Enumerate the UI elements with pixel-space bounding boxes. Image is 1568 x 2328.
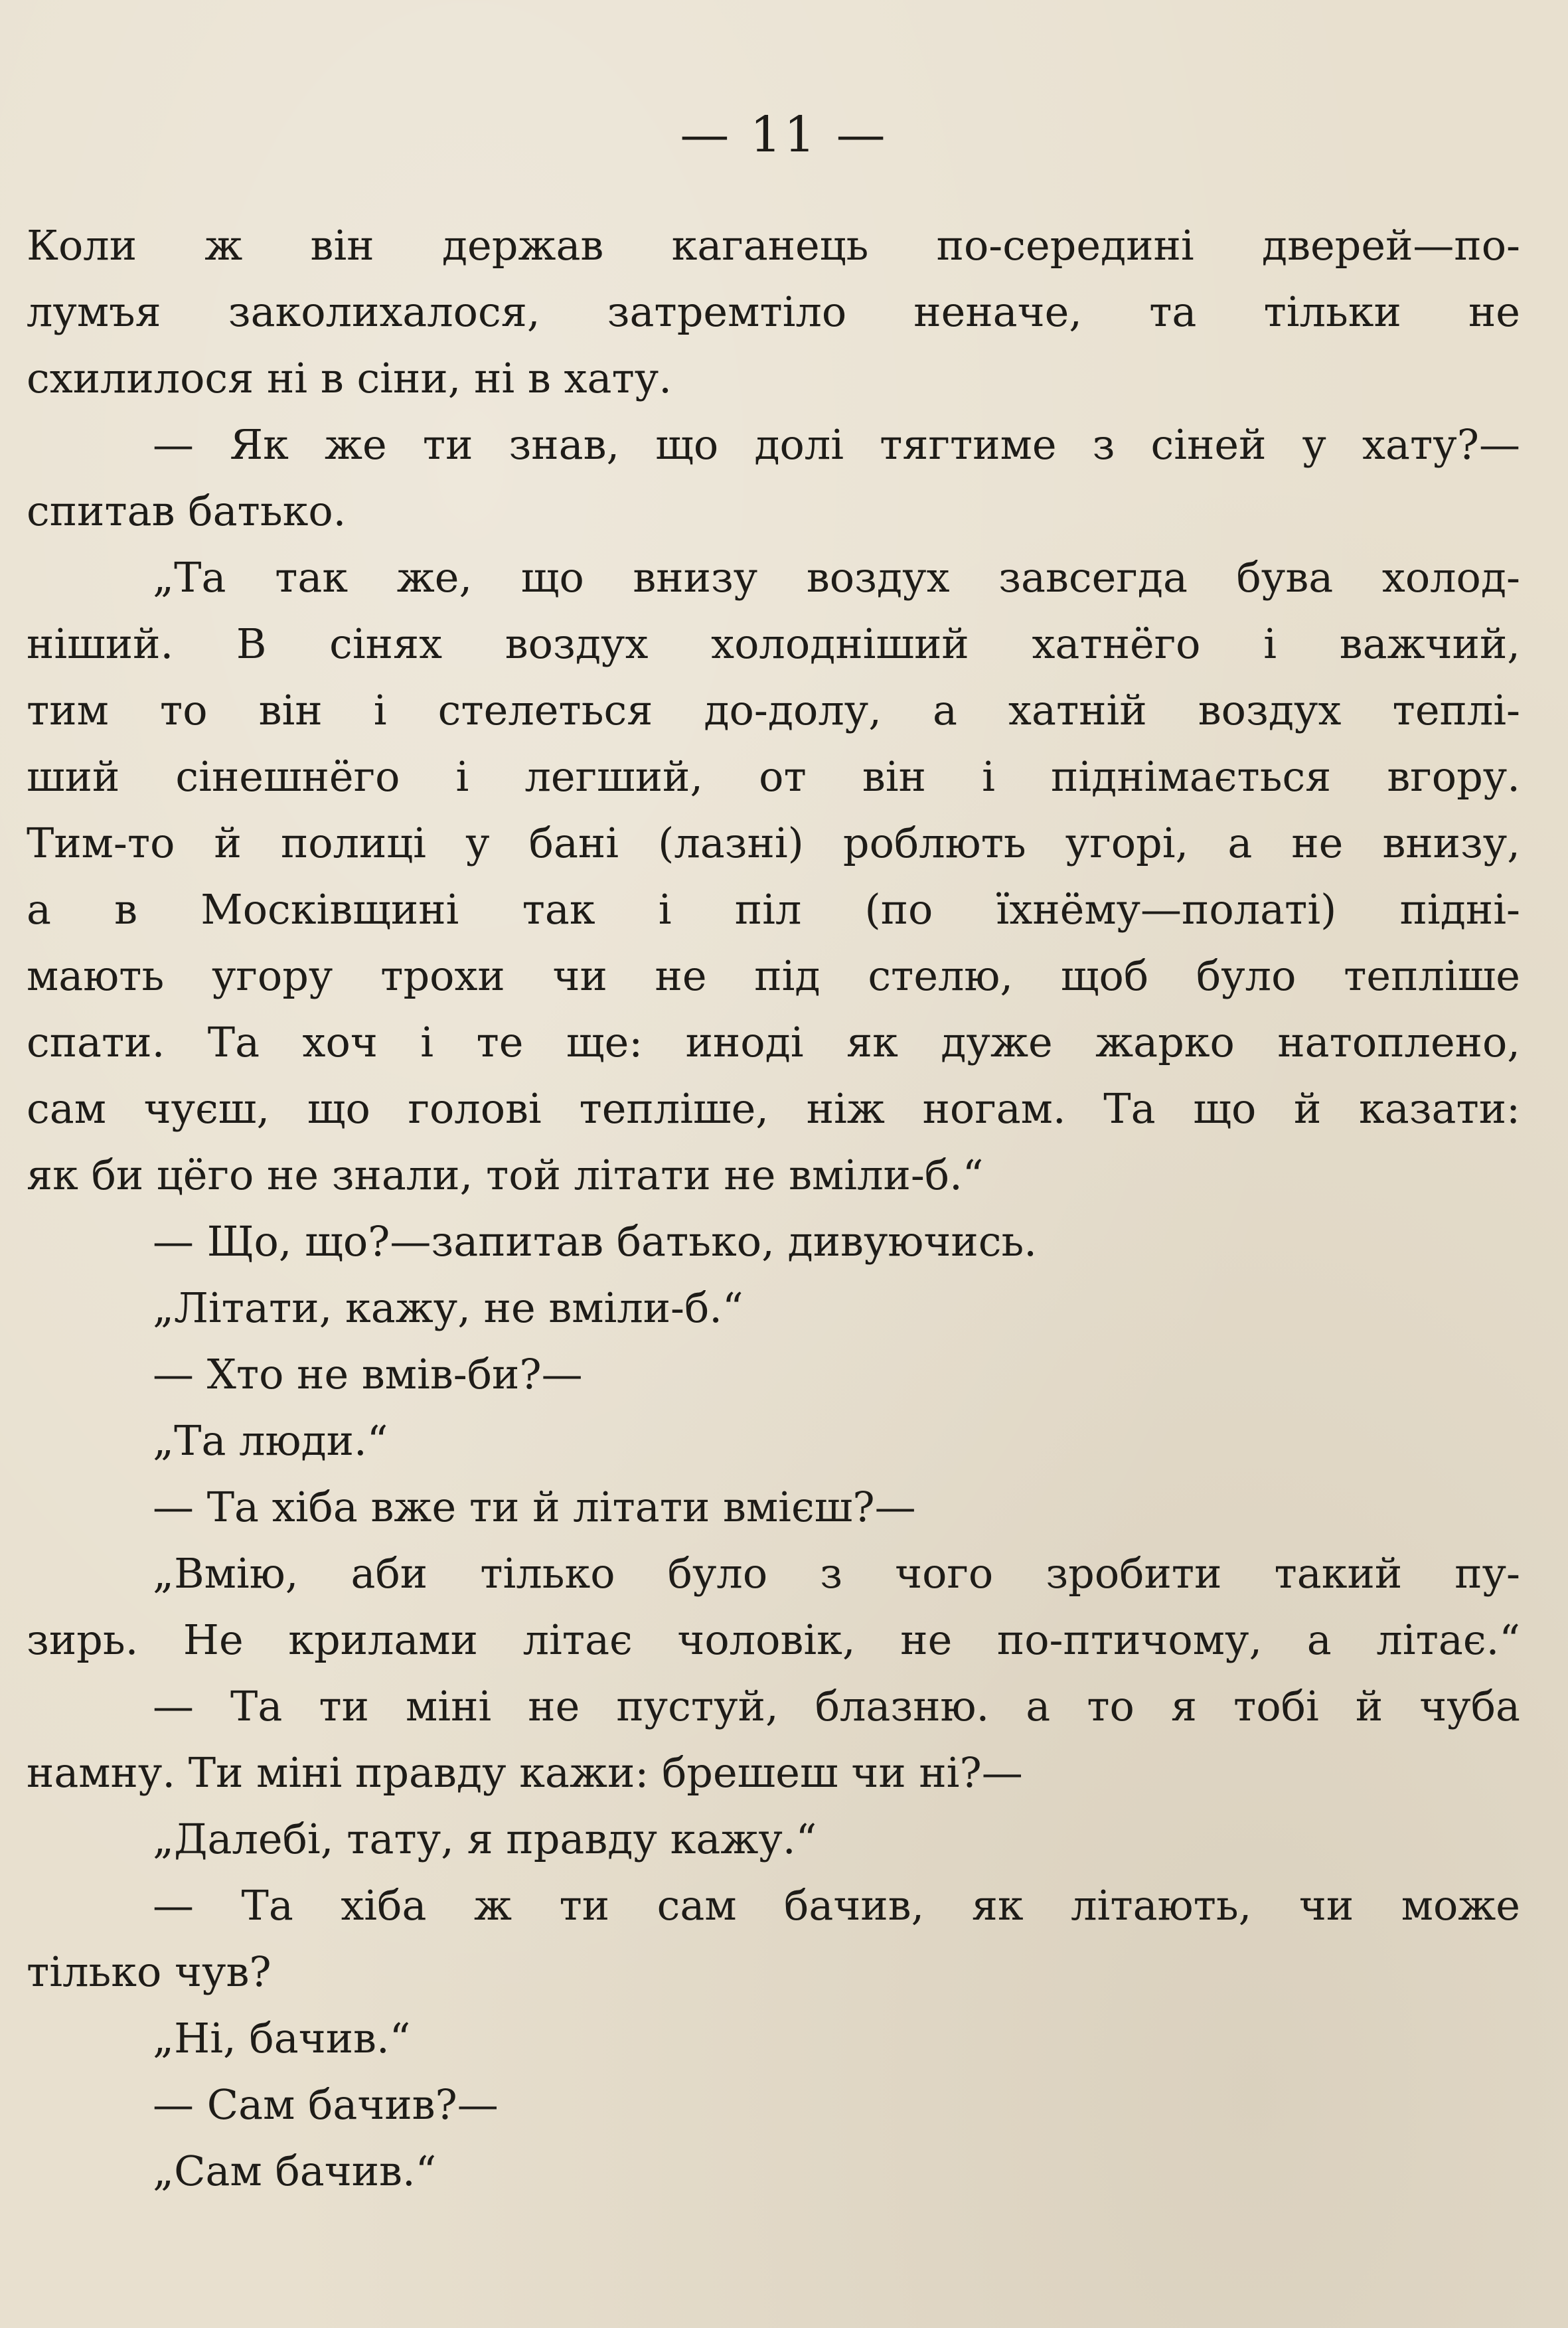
text-line: як би цёго не знали, той літати не вміли-б.“	[27, 1151, 984, 1199]
text-line: ніший. В сінях воздух холодніший хатнёго і важчий,	[27, 620, 1520, 668]
text-line: — Що, що?—запитав батько, дивуючись.	[153, 1217, 1037, 1266]
text-line: мають угору трохи чи не під стелю, щоб було тепліше	[27, 952, 1520, 1000]
text-line: ший сінешнёго і легший, от він і піднімається вгору.	[27, 752, 1520, 801]
text-line: тілько чув?	[27, 1948, 272, 1996]
text-line: — Як же ти знав, що долі тягтиме з сіней у хату?—	[153, 420, 1520, 469]
text-line: — Сам бачив?—	[153, 2080, 499, 2129]
text-line: а в Москівщині так і піл (по їхнёму—полаті) підні-	[27, 885, 1520, 934]
text-line: спитав батько.	[27, 487, 347, 535]
text-line: „Ні, бачив.“	[153, 2014, 411, 2062]
text-line: лумъя заколихалося, затремтіло неначе, та тільки не	[27, 288, 1520, 336]
text-line: — Та хіба вже ти й літати вмієш?—	[153, 1483, 916, 1531]
text-line: сам чуєш, що голові тепліше, ніж ногам. Та що й казати:	[27, 1084, 1520, 1133]
text-line: „Та люди.“	[153, 1416, 388, 1465]
text-line: — Хто не вмів-би?—	[153, 1350, 583, 1398]
text-line: зирь. Не крилами літає чоловік, не по-птичому, а літає.“	[27, 1616, 1520, 1664]
text-body	[27, 212, 1520, 2204]
text-line: тим то він і стелеться до-долу, а хатній воздух теплі-	[27, 686, 1520, 734]
text-line: Тим-то й полиці у бані (лазні) роблють угорі, а не внизу,	[27, 819, 1520, 867]
text-line: „Далебі, тату, я правду кажу.“	[153, 1815, 817, 1863]
text-line: Коли ж він держав каганець по-середині дверей—по-	[27, 221, 1520, 270]
text-line: „Літати, кажу, не вміли-б.“	[153, 1284, 744, 1332]
text-line: — Та ти міні не пустуй, блазню. а то я тобі й чуба	[153, 1682, 1520, 1730]
text-line: „Та так же, що внизу воздух завсегда бува холод-	[153, 553, 1520, 602]
page-number: — 11 —	[680, 106, 888, 163]
text-line: спати. Та хоч і те ще: иноді як дуже жарко натоплено,	[27, 1018, 1520, 1066]
text-line: намну. Ти міні правду кажи: брешеш чи ні?—	[27, 1748, 1023, 1797]
text-line: „Сам бачив.“	[153, 2147, 437, 2195]
text-line: схилилося ні в сіни, ні в хату.	[27, 354, 672, 402]
text-line: „Вмію, аби тілько було з чого зробити такий пу-	[153, 1549, 1520, 1598]
text-line: — Та хіба ж ти сам бачив, як літають, чи може	[153, 1881, 1520, 1930]
